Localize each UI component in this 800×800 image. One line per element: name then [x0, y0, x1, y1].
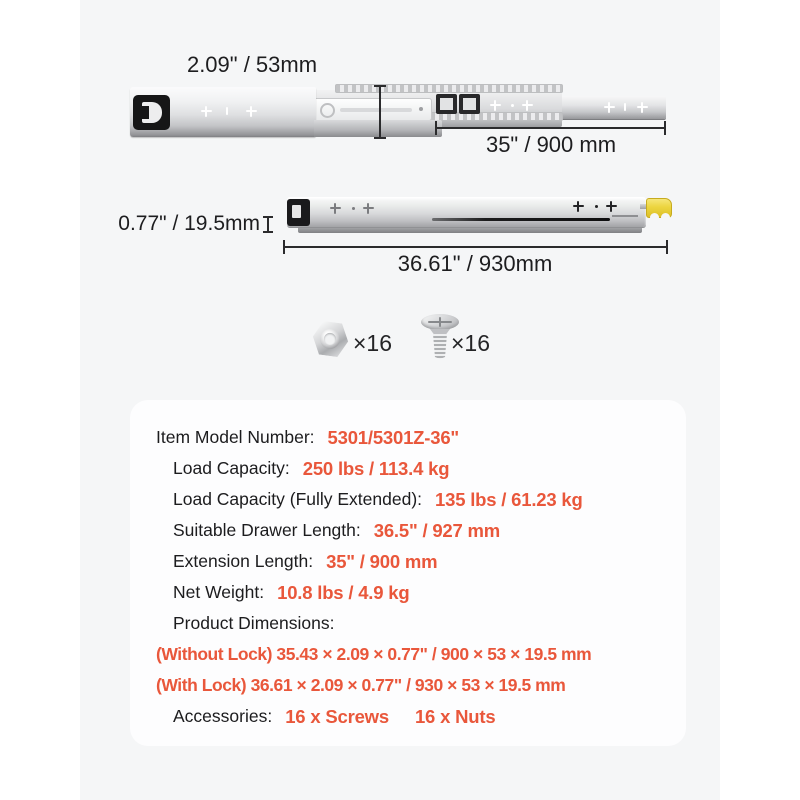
slide-bottom-flange — [314, 120, 442, 137]
mounting-bracket-icon — [133, 95, 170, 130]
spec-row-drawer-length — [156, 515, 670, 546]
rivet-icon — [522, 100, 533, 111]
height-dimension-label: 2.09" / 53mm — [186, 52, 318, 77]
rivet-icon — [606, 201, 617, 212]
spec-label: Net Weight: — [173, 582, 265, 602]
spec-label: Suitable Drawer Length: — [173, 520, 361, 540]
spec-value: 250 lbs / 113.4 kg — [302, 457, 450, 479]
spec-value: (Without Lock) 35.43 × 2.09 × 0.77" / 900 × 53 × 19.5 mm — [156, 644, 592, 664]
extension-dimension-line — [435, 127, 666, 129]
spec-row-model — [156, 422, 670, 453]
rivet-icon — [573, 201, 584, 212]
rivet-icon — [201, 106, 212, 117]
end-bracket-slot — [292, 205, 301, 218]
rivet-icon — [330, 203, 341, 214]
spec-label: Extension Length: — [173, 551, 314, 571]
spec-value: 5301/5301Z-36" — [327, 426, 459, 448]
rivet-icon — [604, 102, 615, 113]
spec-row-load-capacity — [156, 453, 670, 484]
nut-hole — [319, 328, 342, 351]
spec-value: 16 x Screws — [285, 705, 389, 727]
thickness-dimension-label: 0.77" / 19.5mm — [118, 212, 260, 235]
spec-label: Load Capacity (Fully Extended): — [173, 489, 423, 509]
bracket-bar — [142, 106, 149, 119]
spec-row-dimensions-without-lock — [156, 639, 670, 670]
rivet-dot-icon — [352, 207, 355, 210]
phillips-cross-v — [439, 317, 441, 327]
ball-bearing-strip — [335, 84, 563, 93]
lever-notch — [661, 213, 670, 222]
plate-slot — [340, 108, 412, 112]
spec-value: 16 x Nuts — [414, 705, 496, 727]
spec-value: 10.8 lbs / 4.9 kg — [277, 581, 410, 603]
ball-retainer-block — [436, 94, 457, 114]
rivet-dot-icon — [595, 205, 598, 208]
rivet-icon — [637, 102, 648, 113]
lever-notch — [650, 213, 659, 222]
retainer-window — [440, 98, 453, 110]
spec-label: Load Capacity: — [173, 458, 290, 478]
spec-value: (With Lock) 36.61 × 2.09 × 0.77" / 930 × 53 × 19.5 mm — [156, 675, 566, 695]
rivet-icon — [624, 103, 626, 111]
plate-hole-icon — [320, 103, 335, 118]
spec-label: Product Dimensions: — [173, 613, 335, 633]
spec-row-load-capacity-extended — [156, 484, 670, 515]
screw-thread — [433, 334, 447, 359]
nut-hole-inner — [323, 332, 337, 346]
spec-row-accessories — [156, 701, 670, 732]
thickness-dimension-line — [267, 216, 269, 233]
lock-lever-icon — [646, 198, 672, 218]
extension-dimension-label: 35" / 900 mm — [485, 132, 617, 157]
spec-row-dimensions-with-lock — [156, 670, 670, 701]
spec-value: 35" / 900 mm — [326, 550, 438, 572]
slide-inner-plate — [312, 98, 432, 121]
end-bracket-icon — [287, 199, 310, 226]
rivet-icon — [490, 100, 501, 111]
spec-value: 36.5" / 927 mm — [373, 519, 501, 541]
spec-label: Item Model Number: — [156, 427, 315, 447]
ball-retainer-block — [459, 94, 480, 114]
spec-panel — [130, 400, 686, 746]
rivet-icon — [226, 107, 228, 115]
rivet-icon — [363, 203, 374, 214]
rivet-dot-icon — [511, 104, 514, 107]
rivet-icon — [246, 106, 257, 117]
slide-groove-end — [612, 215, 638, 217]
retainer-window — [463, 98, 476, 110]
height-dimension-line — [379, 85, 381, 139]
total-length-dimension-label: 36.61" / 930mm — [397, 251, 553, 276]
slide-groove — [432, 218, 610, 221]
screw-head — [421, 314, 459, 330]
nut-count-label: ×16 — [353, 330, 393, 356]
spec-value: 135 lbs / 61.23 kg — [435, 488, 583, 510]
spec-label: Accessories: — [173, 706, 273, 726]
total-length-dimension-line — [283, 246, 668, 248]
spec-row-extension-length — [156, 546, 670, 577]
plate-dot — [419, 107, 423, 111]
screw-count-label: ×16 — [451, 330, 491, 356]
spec-row-product-dimensions-heading — [156, 608, 670, 639]
spec-row-net-weight — [156, 577, 670, 608]
